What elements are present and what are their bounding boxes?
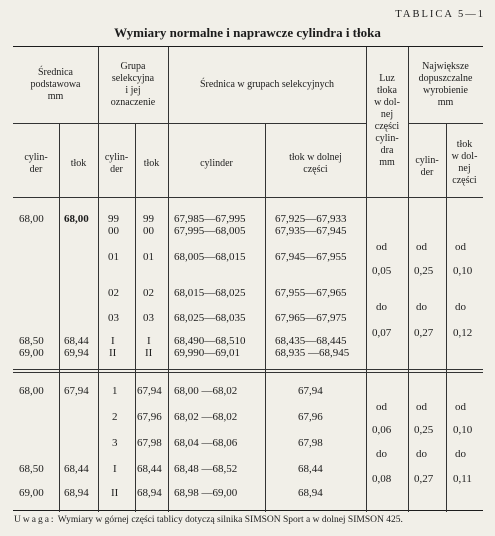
cell: 01 [108,251,119,263]
footer-text: Wymiary w górnej części tablicy dotyczą silnika SIMSON Sport a w dolnej SIMSON 425. [57,515,403,525]
cell: do [455,448,466,460]
cell: 67,995—68,005 [174,225,246,237]
cell: I [113,463,117,475]
cell: 69,00 [19,347,44,359]
subheader-tlok: tłok [143,158,160,169]
cell: 67,94 [137,385,162,397]
cell: 02 [108,287,119,299]
footer-note [14,515,403,525]
cell: 0,11 [453,473,472,485]
cell: od [376,241,387,253]
col-divider [59,123,60,512]
col-divider [168,47,169,512]
cell: 67,985—67,995 [174,213,246,225]
header-bottom-line [13,197,483,198]
cell: do [455,301,466,313]
cell: 68,44 [137,463,162,475]
cell: 03 [143,312,154,324]
cell: 67,96 [298,411,323,423]
cell: 68,00 [19,213,44,225]
cell: 68,48 —68,52 [174,463,238,475]
footer-label: Uwaga: [14,515,56,525]
header-srednica-grupy: Średnica w grupach selekcyjnych [199,79,335,90]
cell: 0,10 [453,424,473,436]
cell: 0,27 [414,327,434,339]
cell: 68,44 [64,335,89,347]
cell: 02 [143,287,154,299]
cell: 68,94 [298,487,323,499]
cell: do [376,448,387,460]
cell: 68,02 —68,02 [174,411,238,423]
subheader-tlok: tłok [70,158,87,169]
dimensions-table [13,46,483,511]
cell: 01 [143,251,154,263]
cell: 69,00 [19,487,44,499]
col-divider [98,47,99,512]
cell: od [416,401,427,413]
cell: 1 [112,385,118,397]
cell: od [455,401,466,413]
header-row-divider [13,123,366,124]
cell: 67,925—67,933 [275,213,347,225]
cell: 68,00 [64,213,89,225]
cell: 0,07 [372,327,392,339]
subheader-tlok: tłok w dol- nej części [451,139,478,186]
header-luz: Luz tłoka w dol- nej części cylin- dra mm [374,73,400,168]
cell: II [111,487,119,499]
header-row-divider [408,123,483,124]
cell: 68,435—68,445 [275,335,347,347]
cell: 67,98 [137,437,162,449]
cell: do [376,301,387,313]
cell: 68,44 [64,463,89,475]
cell: 67,94 [298,385,323,397]
cell: 68,00 [19,385,44,397]
col-divider [265,123,266,512]
cell: 68,015—68,025 [174,287,246,299]
subheader-cylinder: cylin- der [415,155,439,178]
subheader-cylinder: cylinder [200,158,233,169]
cell: 67,965—67,975 [275,312,347,324]
cell: 69,990—69,01 [174,347,240,359]
cell: 68,00 —68,02 [174,385,238,397]
cell: 67,945—67,955 [275,251,347,263]
cell: 67,98 [298,437,323,449]
cell: 67,94 [64,385,89,397]
cell: II [109,347,117,359]
cell: od [416,241,427,253]
cell: 67,96 [137,411,162,423]
cell: do [416,448,427,460]
cell: do [416,301,427,313]
section-divider [13,369,483,370]
cell: 00 [108,225,119,237]
cell: 68,005—68,015 [174,251,246,263]
cell: 0,06 [372,424,392,436]
cell: 0,25 [414,265,434,277]
cell: 68,935 —68,945 [275,347,350,359]
col-divider [408,47,409,512]
cell: I [147,335,151,347]
cell: 0,27 [414,473,434,485]
cell: I [111,335,115,347]
cell: 67,955—67,965 [275,287,347,299]
cell: 0,10 [453,265,473,277]
cell: 0,08 [372,473,392,485]
cell: od [455,241,466,253]
subheader-cylinder: cylin- der [24,152,48,175]
cell: 68,04 —68,06 [174,437,238,449]
col-divider [135,123,136,512]
cell: 68,98 —69,00 [174,487,238,499]
cell: 68,50 [19,463,44,475]
cell: 68,94 [64,487,89,499]
cell: 0,25 [414,424,434,436]
header-najwieksze: Największe dopuszczalne wyrobienie mm [418,61,473,108]
table-number: TABLICA 5—1 [395,9,485,20]
cell: 03 [108,312,119,324]
subheader-cylinder: cylin- der [104,152,129,175]
header-grupa: Grupa selekcyjna i jej oznaczenie [110,61,156,108]
cell: 99 [143,213,154,225]
cell: od [376,401,387,413]
cell: 67,935—67,945 [275,225,347,237]
cell: 3 [112,437,118,449]
table-title: Wymiary normalne i naprawcze cylindra i tłoka [114,25,381,40]
section-divider [13,372,483,373]
cell: 68,50 [19,335,44,347]
cell: 0,12 [453,327,473,339]
cell: II [145,347,153,359]
cell: 69,94 [64,347,89,359]
cell: 68,025—68,035 [174,312,246,324]
header-srednica-podstawowa: Średnica podstawowa mm [30,67,81,102]
subheader-tlok: tłok w dolnej części [289,152,342,175]
cell: 68,44 [298,463,323,475]
cell: 0,05 [372,265,392,277]
cell: 2 [112,411,118,423]
cell: 99 [108,213,119,225]
cell: 00 [143,225,154,237]
cell: 68,94 [137,487,162,499]
cell: 68,490—68,510 [174,335,246,347]
